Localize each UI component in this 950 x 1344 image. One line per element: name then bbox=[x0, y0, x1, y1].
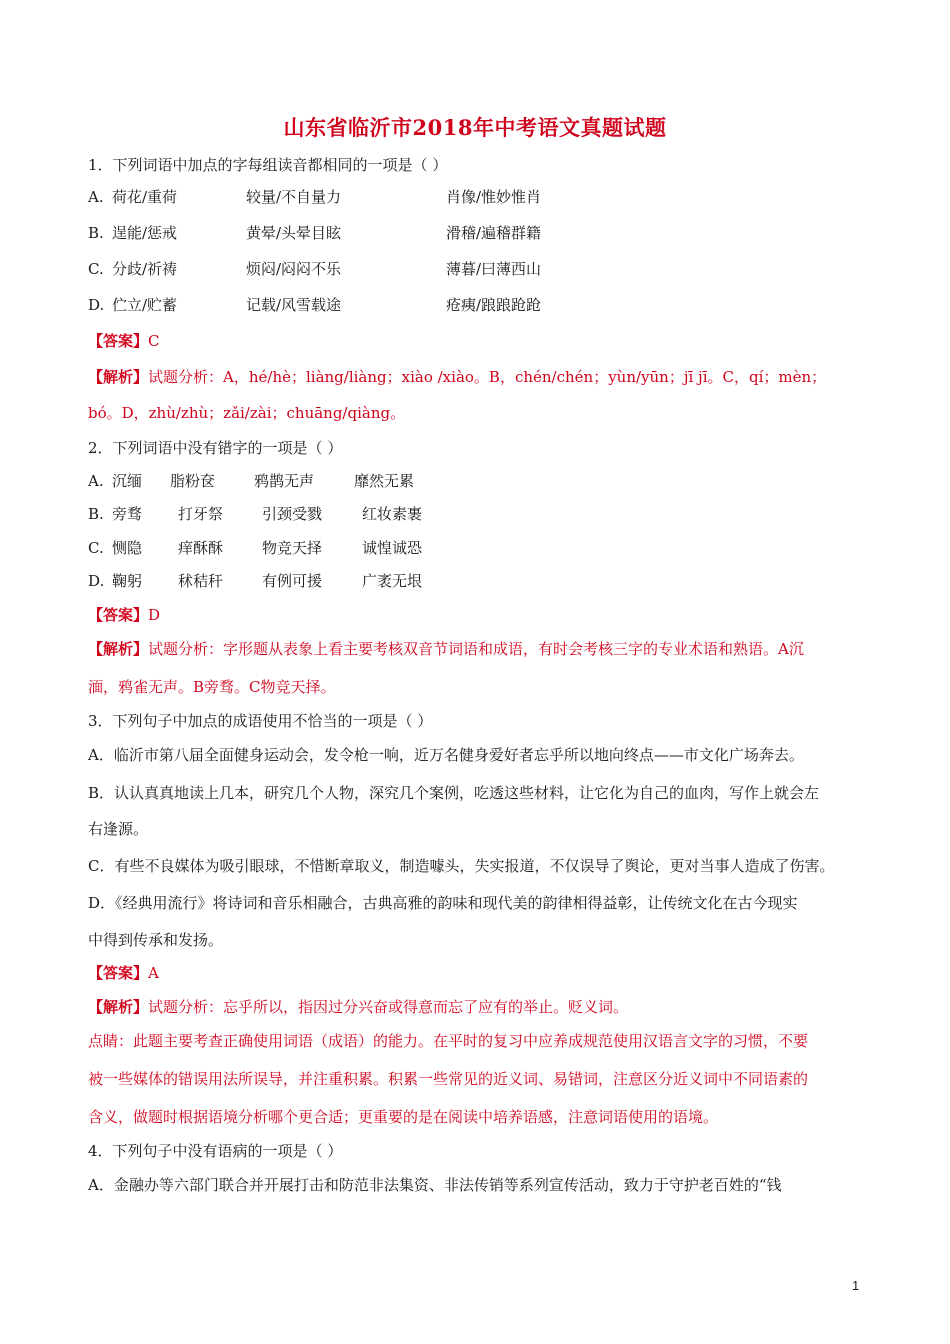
q3-answer bbox=[88, 962, 159, 984]
page-title: 山东省临沂市2018年中考语文真题试题 bbox=[283, 115, 667, 140]
q2-analysis-text-1: 试题分析：字形题从表象上看主要考核双音节词语和成语，有时会考核三字的专业术语和熟语。A沉 bbox=[148, 640, 804, 658]
q2-option-b-c1: 旁骛 bbox=[112, 505, 143, 523]
q3-tip-line-1: 点睛：此题主要考查正确使用词语（成语）的能力。在平时的复习中应养成规范使用汉语言文字的习惯，不要 bbox=[88, 1032, 809, 1050]
q2-analysis-tag: 【解析】 bbox=[88, 640, 149, 658]
q3-option-d-line-2: 中得到传承和发扬。 bbox=[88, 931, 224, 949]
q2-option-a-label: A. bbox=[88, 472, 104, 490]
q2-analysis-line-1 bbox=[88, 638, 804, 660]
q2-option-b-c2: 打牙祭 bbox=[178, 505, 224, 523]
q2-option-a-c2: 脂粉奁 bbox=[170, 472, 216, 490]
q1-analysis-text-1: 试题分析：A，hé/hè；liàng/liàng；xiào /xiào。B，chén/chén；yùn/yūn；jī jī。C，qí；mèn； bbox=[148, 368, 827, 386]
q1-option-a-c2: 较量/不自量力 bbox=[246, 188, 342, 206]
q2-option-c-c1: 恻隐 bbox=[112, 539, 143, 557]
q1-option-b-c2: 黄晕/头晕目眩 bbox=[246, 224, 342, 242]
q1-option-c-c2: 烦闷/闷闷不乐 bbox=[246, 260, 342, 278]
q2-answer bbox=[88, 604, 160, 626]
q3-option-b-line-1: B．认认真真地读上几本，研究几个人物，深究几个案例，吃透这些材料，让它化为自己的血肉，写作上就会左 bbox=[88, 784, 820, 802]
q3-option-d-line-1: D．《经典用流行》将诗词和音乐相融合，古典高雅的韵味和现代美的韵律相得益彰，让传统文化在古今现实 bbox=[88, 894, 798, 912]
q3-analysis-tag: 【解析】 bbox=[88, 998, 149, 1016]
q3-analysis-text-1: 试题分析：忘乎所以，指因过分兴奋或得意而忘了应有的举止。贬义词。 bbox=[148, 998, 629, 1016]
q2-option-a-c1: 沉缅 bbox=[112, 472, 143, 490]
q3-answer-tag: 【答案】 bbox=[88, 964, 149, 982]
q1-answer-tag: 【答案】 bbox=[88, 332, 149, 350]
q1-option-d-c1: 伫立/贮蓄 bbox=[112, 296, 178, 314]
q1-analysis-tag: 【解析】 bbox=[88, 368, 149, 386]
q1-option-b-label: B. bbox=[88, 224, 104, 242]
q1-option-a-label: A. bbox=[88, 188, 104, 206]
q2-option-d-c4: 广袤无垠 bbox=[362, 572, 423, 590]
q2-option-c-label: C. bbox=[88, 539, 104, 557]
q1-stem: 1．下列词语中加点的字每组读音都相同的一项是（ ） bbox=[88, 156, 448, 174]
q2-stem: 2．下列词语中没有错字的一项是（ ） bbox=[88, 439, 343, 457]
q2-option-a-c3: 鸦鹊无声 bbox=[254, 472, 315, 490]
q1-option-c-label: C. bbox=[88, 260, 104, 278]
q3-stem: 3．下列句子中加点的成语使用不恰当的一项是（ ） bbox=[88, 712, 433, 730]
q1-answer-value: C bbox=[148, 332, 160, 350]
q2-option-c-c2: 痒酥酥 bbox=[178, 539, 224, 557]
q1-option-c-c1: 分歧/祈祷 bbox=[112, 260, 178, 278]
q2-answer-tag: 【答案】 bbox=[88, 606, 149, 624]
q2-option-a-c4: 靡然无累 bbox=[354, 472, 415, 490]
q1-option-d-c3: 疮痍/踉踉跄跄 bbox=[446, 296, 542, 314]
q3-option-a: A．临沂市第八届全面健身运动会，发令枪一响，近万名健身爱好者忘乎所以地向终点——市文化广场奔去。 bbox=[88, 746, 804, 764]
q1-option-c-c3: 薄暮/曰薄西山 bbox=[446, 260, 542, 278]
q1-answer bbox=[88, 330, 160, 352]
q2-answer-value: D bbox=[148, 606, 161, 624]
q1-option-a-c1: 荷花/重荷 bbox=[112, 188, 178, 206]
q2-option-d-c1: 鞠躬 bbox=[112, 572, 143, 590]
q1-option-b-c3: 滑稽/遍稽群籍 bbox=[446, 224, 542, 242]
q2-analysis-line-2: 湎，鸦雀无声。B旁骛。C物竞天择。 bbox=[88, 678, 336, 696]
q1-analysis-line-2: bó。D，zhù/zhù；zǎi/zài；chuāng/qiàng。 bbox=[88, 404, 406, 422]
q3-analysis-line-1 bbox=[88, 996, 628, 1018]
q3-answer-value: A bbox=[148, 964, 159, 982]
q3-tip-line-2: 被一些媒体的错误用法所误导，并注重积累。积累一些常见的近义词、易错词，注意区分近义词中不同语素的 bbox=[88, 1070, 809, 1088]
q2-option-b-label: B. bbox=[88, 505, 104, 523]
q1-option-d-label: D. bbox=[88, 296, 105, 314]
q2-option-d-c3: 有例可援 bbox=[262, 572, 323, 590]
q1-analysis-line-1 bbox=[88, 366, 826, 388]
q3-option-b-line-2: 右逢源。 bbox=[88, 820, 149, 838]
page-number: 1 bbox=[852, 1278, 860, 1293]
q2-option-b-c4: 红妆素裹 bbox=[362, 505, 423, 523]
q4-option-a: A．金融办等六部门联合并开展打击和防范非法集资、非法传销等系列宣传活动，致力于守护老百姓的“钱 bbox=[88, 1176, 782, 1194]
q2-option-b-c3: 引颈受戮 bbox=[262, 505, 323, 523]
q3-tip-line-3: 含义，做题时根据语境分析哪个更合适；更重要的是在阅读中培养语感，注意词语使用的语境。 bbox=[88, 1108, 719, 1126]
q1-option-d-c2: 记载/风雪载途 bbox=[246, 296, 342, 314]
q1-option-b-c1: 逞能/惩戒 bbox=[112, 224, 178, 242]
q2-option-c-c4: 诚惶诚恐 bbox=[362, 539, 423, 557]
q4-stem: 4．下列句子中没有语病的一项是（ ） bbox=[88, 1142, 343, 1160]
q2-option-c-c3: 物竞天择 bbox=[262, 539, 323, 557]
q1-option-a-c3: 肖像/惟妙惟肖 bbox=[446, 188, 542, 206]
q3-option-c: C．有些不良媒体为吸引眼球，不惜断章取义，制造噱头，失实报道，不仅误导了舆论，更对当事人造成了伤害。 bbox=[88, 857, 835, 875]
q2-option-d-c2: 秫秸秆 bbox=[178, 572, 224, 590]
q2-option-d-label: D. bbox=[88, 572, 105, 590]
